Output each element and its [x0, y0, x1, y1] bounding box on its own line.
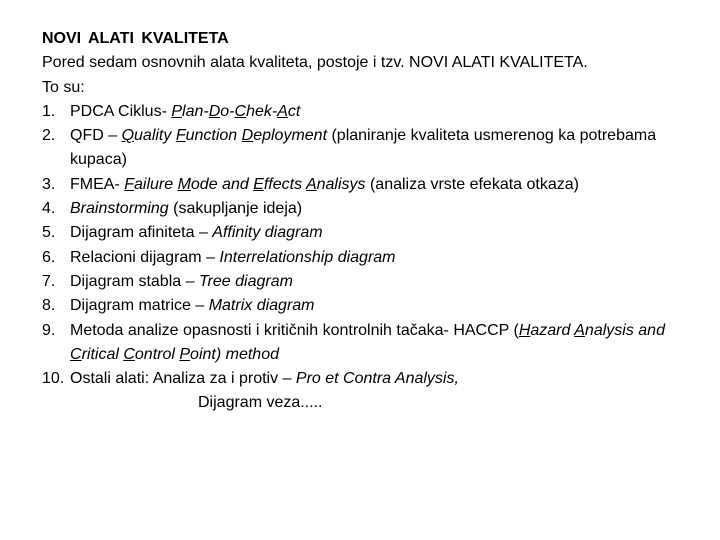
- list-item: [42, 197, 692, 221]
- acronym-letter: A: [574, 321, 585, 339]
- item-term: Pro et Contra Analysis,: [295, 370, 459, 388]
- list-item: [42, 367, 692, 416]
- item-number: 1.: [42, 102, 56, 120]
- item-number: 10.: [42, 370, 65, 388]
- item-number: 5.: [42, 224, 56, 242]
- term-part: hek-: [246, 102, 278, 120]
- term-part: nalisys: [316, 175, 366, 193]
- acronym-letter: C: [234, 102, 247, 120]
- term-part: eployment: [253, 127, 328, 145]
- term-part: ct: [287, 102, 301, 120]
- term-part: azard: [530, 321, 575, 339]
- item-text: Metoda analize opasnosti i kritičnih kontrolnih tačaka- HACCP (: [70, 321, 519, 339]
- item-number: 8.: [42, 297, 56, 315]
- term-part: ontrol: [134, 345, 180, 363]
- acronym-letter: P: [171, 102, 183, 120]
- acronym-letter: M: [177, 175, 191, 193]
- item-term: [122, 127, 327, 144]
- intro-text: Pored sedam osnovnih alata kvaliteta, postoje i tzv. NOVI ALATI KVALITETA.: [42, 54, 588, 72]
- acronym-letter: Q: [121, 127, 135, 145]
- item-number: 7.: [42, 272, 56, 290]
- list-item: [42, 270, 692, 294]
- item-term: Tree diagram: [198, 272, 293, 290]
- acronym-letter: A: [277, 102, 288, 120]
- term-part: unction: [185, 127, 242, 145]
- acronym-letter: H: [518, 321, 531, 339]
- acronym-letter: C: [70, 345, 82, 363]
- item-text: FMEA-: [70, 175, 125, 193]
- tools-list: [42, 100, 692, 416]
- item-number: 4.: [42, 200, 56, 218]
- term-part: ode and: [190, 175, 254, 193]
- item-number: 6.: [42, 248, 56, 266]
- item-term: Interrelationship diagram: [219, 248, 396, 266]
- item-text: QFD –: [70, 127, 122, 145]
- item-text: Relacioni dijagram –: [70, 248, 220, 266]
- list-item: [42, 100, 692, 124]
- term-part: oint) method: [190, 345, 279, 363]
- list-item: [42, 124, 692, 173]
- acronym-letter: F: [175, 127, 186, 145]
- item-text: Dijagram matrice –: [70, 297, 209, 315]
- acronym-letter: E: [253, 175, 264, 193]
- item-term: [124, 176, 365, 193]
- item-term: Matrix diagram: [208, 297, 315, 315]
- term-part: lan-: [182, 102, 209, 120]
- slide-title: NOVI ALATI KVALITETA: [42, 30, 229, 47]
- acronym-letter: D: [241, 127, 254, 145]
- acronym-letter: P: [179, 345, 191, 363]
- item-term: Brainstorming: [70, 200, 169, 218]
- item-term: Affinity diagram: [212, 224, 323, 242]
- term-part: o-: [220, 102, 235, 120]
- item-number: 9.: [42, 321, 56, 339]
- term-part: ailure: [134, 175, 178, 193]
- acronym-letter: D: [208, 102, 221, 120]
- term-part: ritical: [81, 345, 124, 363]
- list-item: [42, 246, 692, 270]
- acronym-letter: C: [123, 345, 135, 363]
- item-text: Dijagram stabla –: [70, 272, 199, 290]
- item-text: Ostali alati: Analiza za i protiv –: [70, 370, 296, 388]
- slide-content: [42, 27, 692, 416]
- list-item: [42, 221, 692, 245]
- list-item: [42, 173, 692, 197]
- item-term: [171, 103, 300, 120]
- list-item: [42, 294, 692, 318]
- item-description: (planiranje kvaliteta usmerenog ka potrebama kupaca): [70, 127, 657, 169]
- item-description: (analiza vrste efekata otkaza): [365, 175, 579, 193]
- item-description: (sakupljanje ideja): [168, 200, 303, 218]
- acronym-letter: F: [124, 175, 134, 193]
- term-part: ffects: [263, 175, 306, 193]
- term-part: nalysis and: [584, 321, 665, 339]
- lead-text: To su:: [42, 78, 85, 96]
- acronym-letter: A: [305, 175, 317, 193]
- item-number: 2.: [42, 127, 56, 145]
- item-text: PDCA Ciklus-: [70, 102, 172, 120]
- list-item: [42, 319, 692, 368]
- item-continuation: Dijagram veza.....: [198, 394, 323, 412]
- term-part: uality: [134, 127, 176, 145]
- item-text: Dijagram afiniteta –: [70, 224, 213, 242]
- item-number: 3.: [42, 175, 56, 193]
